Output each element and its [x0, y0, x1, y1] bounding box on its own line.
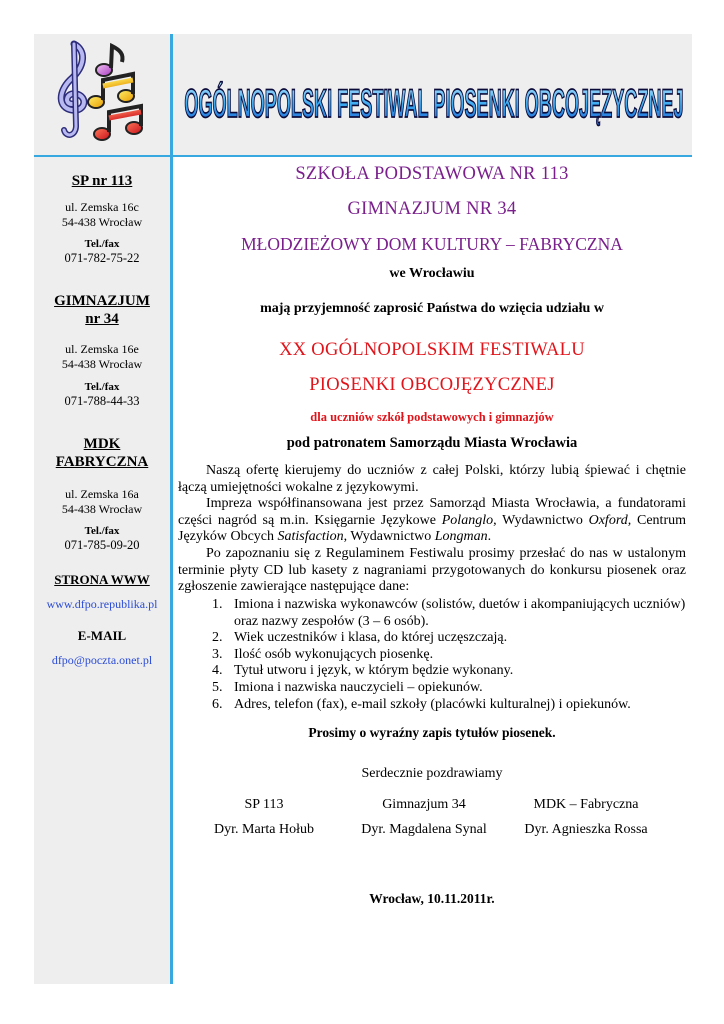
- audience-line: dla uczniów szkół podstawowych i gimnazjów: [310, 410, 554, 424]
- sp-tel-label: Tel./fax: [84, 238, 120, 250]
- music-notes-logo: [40, 40, 150, 150]
- list-item: 2. Wiek uczestników i klasa, do której uczęszczają.: [212, 630, 508, 646]
- greeting-line: Serdecznie pozdrawiamy: [361, 766, 503, 781]
- city-line: we Wrocławiu: [389, 266, 475, 281]
- sponsor-oxford: Oxford,: [588, 512, 632, 528]
- festival-title-1: XX OGÓLNOPOLSKIM FESTIWALU: [279, 340, 585, 360]
- gim-title: GIMNAZJUM: [54, 293, 150, 309]
- list-item: 4. Tytuł utworu i język, w którym będzie wykonany.: [212, 663, 514, 679]
- list-item: 3. Ilość osób wykonujących piosenkę.: [212, 646, 434, 662]
- sponsor-longman: Longman: [434, 529, 488, 545]
- funding-text-5: .: [487, 529, 492, 545]
- mdk-address-city: 54-438 Wrocław: [61, 502, 143, 516]
- list-item: 5. Imiona i nazwiska nauczycieli – opiekunów.: [212, 679, 483, 695]
- festival-banner: [178, 58, 690, 138]
- gim-title-number: nr 34: [85, 311, 119, 327]
- paragraph-offer: Naszą ofertę kierujemy do uczniów z całej Polski, którzy lubią śpiewać i chętnie łączą umiejętności wokalne z językowymi.: [178, 463, 686, 495]
- gim-tel-label: Tel./fax: [84, 381, 120, 393]
- request-line: Prosimy o wyraźny zapis tytułów piosenek.: [308, 725, 556, 740]
- signature-name-sp: Dyr. Marta Hołub: [214, 822, 314, 837]
- heading-school-1: SZKOŁA PODSTAWOWA NR 113: [295, 164, 569, 184]
- mdk-address-street: ul. Zemska 16a: [65, 487, 139, 501]
- sp-address-street: ul. Zemska 16c: [65, 200, 139, 214]
- list-item: 1. Imiona i nazwiska wykonawców (solistów, duetów i akompaniujących uczniów) oraz nazwy zespołów (3 – 6 osób).: [212, 597, 686, 629]
- sp-address-city: 54-438 Wrocław: [61, 215, 143, 229]
- sidebar-panel: [34, 156, 170, 984]
- heading-school-2: GIMNAZJUM NR 34: [347, 199, 517, 219]
- vertical-divider: [170, 34, 173, 984]
- paragraph-instructions: Po zapoznaniu się z Regulaminem Festiwalu prosimy przesłać do nas w ustalonym terminie płyty CD lub kasety z nagraniami przygotowanych do konkursu piosenek oraz zgłoszenie zawierające następujące dane:: [178, 546, 686, 595]
- email-label: E-MAIL: [77, 628, 127, 643]
- www-link[interactable]: www.dfpo.republika.pl: [46, 597, 158, 611]
- signature-org-gim: Gimnazjum 34: [382, 797, 466, 812]
- funding-text-4: , Wydawnictwo: [343, 529, 435, 545]
- mdk-tel-label: Tel./fax: [84, 525, 120, 537]
- signature-name-gim: Dyr. Magdalena Synal: [361, 822, 487, 837]
- horizontal-divider: [34, 155, 692, 157]
- paragraph-funding: [178, 496, 686, 546]
- funding-text-3: Centrum Języków Obcych: [178, 512, 686, 545]
- signature-name-mdk: Dyr. Agnieszka Rossa: [524, 822, 648, 837]
- invite-line: mają przyjemność zaprosić Państwa do wzięcia udziału w: [260, 301, 604, 316]
- sp-title: SP nr 113: [71, 173, 133, 189]
- funding-text-1: Impreza współfinansowana jest przez Samorząd Miasta Wrocławia, a fundatorami części nagród są m.in. Księgarnie Językowe: [178, 496, 686, 528]
- sp-tel: 071-782-75-22: [64, 251, 140, 265]
- gim-address-city: 54-438 Wrocław: [61, 357, 143, 371]
- email-link[interactable]: dfpo@poczta.onet.pl: [51, 653, 153, 667]
- gim-address-street: ul. Zemska 16e: [65, 342, 139, 356]
- mdk-title-name: FABRYCZNA: [55, 454, 149, 470]
- funding-text-2: , Wydawnictwo: [493, 512, 589, 528]
- mdk-tel: 071-785-09-20: [64, 538, 140, 552]
- heading-school-3: MŁODZIEŻOWY DOM KULTURY – FABRYCZNA: [241, 234, 623, 254]
- list-item: 6. Adres, telefon (fax), e-mail szkoły (placówki kulturalnej) i opiekunów.: [212, 696, 631, 712]
- sponsor-satisfaction: Satisfaction: [277, 529, 344, 545]
- sponsor-polanglo: Polanglo: [441, 512, 494, 528]
- banner-title: OGÓLNOPOLSKI FESTIWAL PIOSENKI OBCOJĘZYCZNEJ: [184, 81, 637, 127]
- signature-org-mdk: MDK – Fabryczna: [533, 797, 639, 812]
- signature-org-sp: SP 113: [244, 797, 284, 812]
- requirements-list: [212, 597, 686, 713]
- patronage-line: pod patronatem Samorządu Miasta Wrocławia: [286, 435, 578, 451]
- gim-tel: 071-788-44-33: [64, 394, 140, 408]
- mdk-title: MDK: [83, 436, 121, 452]
- festival-title-2: PIOSENKI OBCOJĘZYCZNEJ: [309, 375, 555, 395]
- date-line: Wrocław, 10.11.2011r.: [369, 891, 495, 906]
- www-label: STRONA WWW: [54, 572, 150, 587]
